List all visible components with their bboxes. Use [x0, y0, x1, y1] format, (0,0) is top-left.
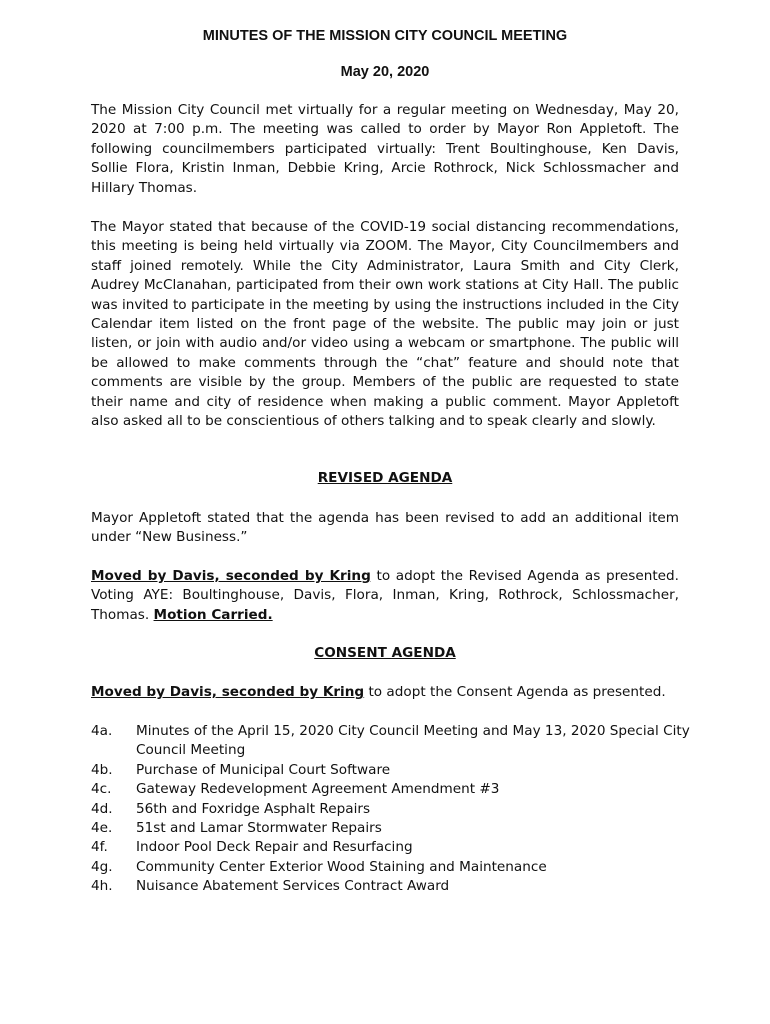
- list-item: [91, 858, 691, 877]
- motion-text: to adopt the Consent Agenda as presented.: [364, 684, 666, 700]
- list-item: [91, 877, 691, 896]
- item-text: Minutes of the April 15, 2020 City Council Meeting and May 13, 2020 Special City Council Meeting: [136, 723, 690, 759]
- item-number: 4a.: [91, 723, 113, 739]
- list-item: [91, 800, 691, 819]
- motion-mover: Moved by Davis, seconded by Kring: [91, 568, 371, 584]
- item-text: 51st and Lamar Stormwater Repairs: [136, 820, 382, 837]
- list-item: [91, 838, 691, 857]
- item-text: Nuisance Abatement Services Contract Award: [136, 878, 450, 895]
- motion-text: to adopt the Revised Agenda as presented. Voting AYE: Boultinghouse, Davis, Flora, Inman, Kring, Rothrock, Schlossmacher, Thomas.: [91, 568, 679, 623]
- item-text: Indoor Pool Deck Repair and Resurfacing: [136, 839, 413, 856]
- list-item: [91, 761, 691, 780]
- consent-agenda-motion: [91, 683, 679, 702]
- consent-agenda-list: [91, 722, 691, 897]
- item-number: 4h.: [91, 878, 113, 895]
- intro-paragraph: The Mission City Council met virtually for a regular meeting on Wednesday, May 20, 2020 at 7:00 p.m. The meeting was called to order by Mayor Ron Appletoft. The following councilmembers participated virtually: Trent Boultinghouse, Ken Davis, Sollie Flora, Kristin Inman, Debbie Kring, Arcie Rothrock, Nick Schlossmacher and Hillary Thomas.: [91, 102, 679, 196]
- item-number: 4f.: [91, 839, 108, 856]
- motion-mover: Moved by Davis, seconded by Kring: [91, 684, 365, 700]
- item-number: 4g.: [91, 858, 113, 875]
- item-text: Gateway Redevelopment Agreement Amendment #3: [136, 781, 500, 798]
- item-number: 4e.: [91, 820, 113, 837]
- item-text: 56th and Foxridge Asphalt Repairs: [136, 800, 371, 817]
- item-text: Community Center Exterior Wood Staining and Maintenance: [136, 858, 547, 875]
- motion-result: Motion Carried.: [153, 606, 273, 623]
- document-title: MINUTES OF THE MISSION CITY COUNCIL MEETING: [202, 28, 568, 44]
- covid-paragraph: The Mayor stated that because of the COVID-19 social distancing recommendations, this meeting is being held virtually via ZOOM. The Mayor, City Councilmembers and staff joined remotely. While the City Administrator, Laura Smith and City Clerk, Audrey McClanahan, participated from their own work stations at City Hall. The public was invited to participate in the meeting by using the instructions included in the City Calendar item listed on the front page of the website. The public may join or just listen, or join with audio and/or video using a webcam or smartphone. The public will be allowed to make comments through the “chat” feature and should note that comments are visible by the group. Members of the public are requested to state their name and city of residence when making a public comment. Mayor Appletoft also asked all to be conscientious of others talking and to speak clearly and slowly.: [91, 219, 679, 430]
- list-item: [91, 819, 691, 838]
- item-number: 4b.: [91, 761, 113, 778]
- revised-agenda-statement: Mayor Appletoft stated that the agenda has been revised to add an additional item under “New Business.”: [91, 510, 679, 546]
- consent-agenda-heading: CONSENT AGENDA: [314, 645, 456, 661]
- list-item: [91, 722, 691, 761]
- meeting-date: May 20, 2020: [340, 64, 430, 80]
- revised-agenda-motion: [91, 567, 679, 625]
- revised-agenda-heading: REVISED AGENDA: [317, 470, 453, 486]
- list-item: [91, 780, 691, 799]
- item-number: 4c.: [91, 781, 112, 798]
- item-number: 4d.: [91, 800, 113, 817]
- item-text: Purchase of Municipal Court Software: [136, 761, 391, 778]
